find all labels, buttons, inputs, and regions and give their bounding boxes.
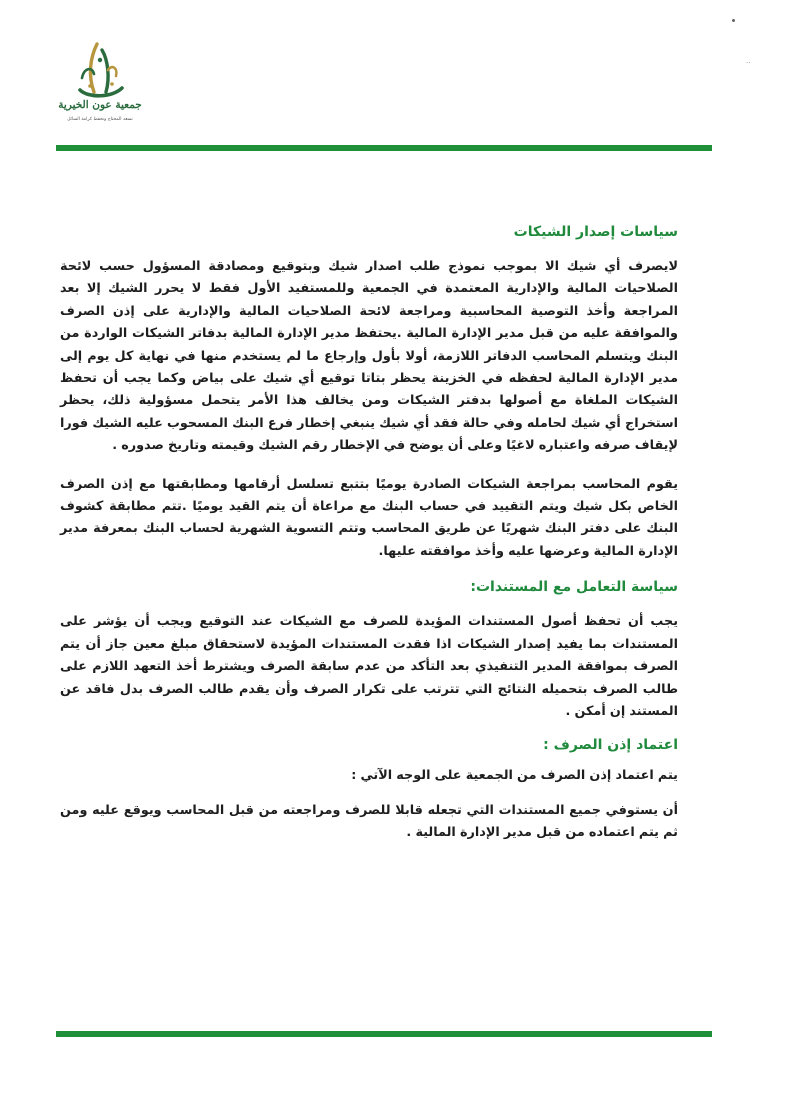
organization-logo — [50, 38, 150, 130]
scan-dot — [732, 19, 735, 22]
cheque-policy-heading: سياسات إصدار الشيكات — [513, 224, 678, 240]
header-divider — [56, 145, 712, 151]
organization-tagline: نسعد المحتاج ونحفظ كرامة السائل — [67, 117, 133, 122]
document-body — [60, 222, 678, 845]
logo-emblem — [50, 38, 150, 100]
payment-approval-heading: اعتماد إذن الصرف : — [543, 737, 678, 754]
documents-policy-heading: سياسة التعامل مع المستندات: — [470, 579, 678, 596]
organization-name: جمعية عون الخيرية — [58, 99, 142, 111]
documents-policy-paragraph: يجب أن تحفظ أصول المستندات المؤيدة للصرف مع الشيكات عند التوقيع ويجب أن يؤشر على المستندات بما يفيد إصدار الشيكات اذا فقدت المستندات المؤيدة لاستحقاق مبلغ معين جاز أن يتم الصرف بموافقة المدير التنفيذي بعد التأكد من عدم سابقة الصرف ويشترط أخذ التعهد اللازم على طالب الصرف بتحميله النتائج التي تترتب على تكرار الصرف وأن يقدم طالب الصرف بدل فاقد عن المستند إن أمكن . — [60, 614, 678, 719]
scan-marks: .. — [746, 57, 751, 65]
payment-approval-intro: يتم اعتماد إذن الصرف من الجمعية على الوجه الآتي : — [351, 768, 678, 784]
payment-approval-paragraph: أن يستوفي جميع المستندات التي تجعله قابلا للصرف ومراجعته من قبل المحاسب ويوقع عليه ومن ثم يتم اعتماده من قبل مدير الإدارة المالية . — [60, 802, 678, 841]
cheque-policy-paragraph: لايصرف أي شيك الا بموجب نموذج طلب اصدار شيك وبتوقيع ومصادقة المسؤول حسب لائحة الصلاحيات المالية والإدارية المعتمدة في الجمعية وللمستفيد الأول فقط لا يحرر الشيك إلا بعد المراجعة وأخذ التوصية المحاسبية ومراجعة لائحة الصلاحيات المالية والإدارية على إذن الصرف والموافقة عليه من قبل مدير الإدارة المالية .يحتفظ مدير الإدارة المالية بدفاتر الشيكات الواردة من البنك ويتسلم المحاسب الدفاتر اللازمة، أولا بأول وإرجاع ما لم يستخدم منها في نهاية كل يوم إلى مدير الإدارة المالية لحفظه في الخزينة يحظر بتاتا توقيع أي شيك على بياض وكما يجب أن تحفظ الشيكات الملغاة مع أصولها بدفتر الشيكات ومن يخالف هذا الأمر يتحمل مسؤولية ذلك، يحظر استخراج أي شيك لحامله وفي حالة فقد أي شيك ينبغي إخطار فرع البنك المسحوب عليه الشيك فورا لإيقاف صرفه واعتباره لاغيًا وعلى أن يوضح في الإخطار رقم الشيك وقيمته وتاريخ صدوره . — [60, 259, 678, 454]
footer-divider — [56, 1031, 712, 1037]
cheque-review-paragraph: يقوم المحاسب بمراجعة الشيكات الصادرة يوميًا بتتبع تسلسل أرقامها ومطابقتها مع إذن الصرف الخاص بكل شيك ويتم التقييد في حساب البنك مع مراعاة أن يتم القيد يوميًا .تتم مطابقة كشوف البنك على دفتر البنك شهريًا عن طريق المحاسب وتتم التسوية الشهرية لحساب البنك بمعرفة مدير الإدارة المالية وعرضها عليه وأخذ موافقته عليها. — [60, 476, 678, 559]
